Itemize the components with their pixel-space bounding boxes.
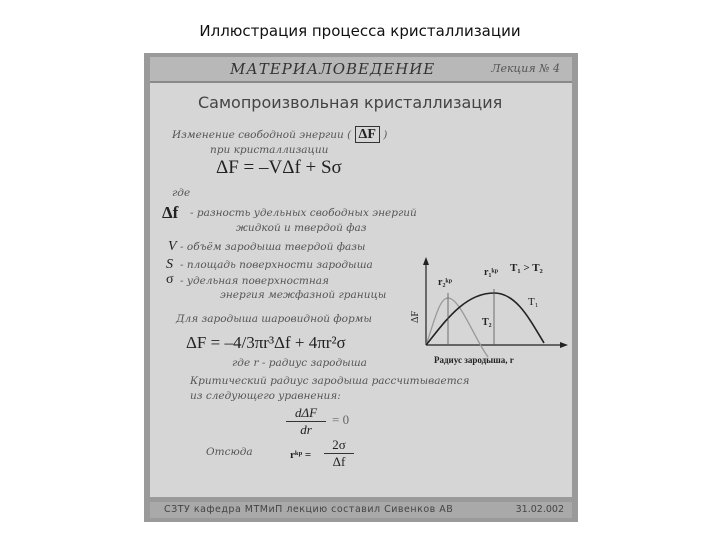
y-axis-arrow	[423, 257, 429, 265]
deriv-den: dr	[300, 422, 312, 437]
deriv-num: dΔF	[286, 405, 326, 422]
intro-paren: )	[383, 129, 388, 141]
def-text-1: - разность удельных свободных энергий	[190, 207, 417, 219]
def-text-5: - удельная поверхностная	[180, 275, 329, 287]
slide-title: Иллюстрация процесса кристаллизации	[199, 22, 521, 40]
delta-f-box: ΔF	[355, 126, 380, 143]
footer-text: СЗТУ кафедра МТМиП лекцию составил Сивенков АВ	[164, 504, 454, 515]
def-text-6: энергия межфазной границы	[220, 289, 387, 301]
def-sym-3: V	[168, 239, 177, 254]
footer-bar	[150, 502, 572, 518]
graph-xlabel: Радиус зародыша, r	[434, 355, 514, 365]
def-text-2: жидкой и твердой фаз	[236, 222, 367, 234]
rcrit-fraction	[324, 437, 354, 470]
crit-line1: Критический радиус зародыша рассчитывается	[190, 375, 470, 387]
x-axis-arrow	[560, 342, 568, 348]
header-bar	[150, 57, 572, 83]
rcrit-lhs: rᵏᵖ =	[290, 449, 312, 461]
def-text-3: - объём зародыша твердой фазы	[180, 241, 366, 253]
where-radius: где r - радиус зародыша	[232, 357, 367, 369]
free-energy-graph	[404, 253, 568, 369]
curve-t2	[426, 298, 488, 357]
crit-line2: из следующего уравнения:	[190, 390, 341, 402]
def-sym-4: S	[166, 257, 173, 272]
formula-sphere: ΔF = –4/3πr³Δf + 4πr²σ	[186, 333, 346, 352]
sphere-note: Для зародыша шаровидной формы	[176, 313, 372, 325]
def-text-4: - площадь поверхности зародыша	[180, 259, 373, 271]
def-sym-5: σ	[166, 272, 174, 287]
rcrit-den: Δf	[332, 454, 346, 469]
graph-condition: T₁ > T₂	[510, 262, 543, 274]
graph-r2-label: r₂ᵏᵖ	[438, 277, 453, 288]
graph-ylabel: ΔF	[410, 311, 421, 323]
deriv-rhs: = 0	[332, 412, 350, 427]
intro-line2: при кристаллизации	[210, 144, 329, 156]
derivative-eq	[286, 405, 350, 438]
graph-r1-label: r₁ᵏᵖ	[484, 267, 499, 278]
def-sym-1: Δf	[162, 203, 179, 222]
formula-free-energy: ΔF = –VΔf + Sσ	[216, 157, 342, 178]
footer-date: 31.02.002	[515, 504, 564, 515]
hence-label: Отсюда	[206, 446, 253, 458]
scanned-slide	[144, 53, 578, 522]
rcrit-num: 2σ	[324, 437, 354, 454]
intro-text: Изменение свободной энергии (	[172, 129, 352, 141]
lecture-number: Лекция № 4	[491, 62, 560, 75]
graph-t1-label: T₁	[528, 296, 539, 308]
graph-t2-label: T₂	[482, 317, 492, 328]
intro-line1	[172, 127, 387, 143]
section-title: Самопроизвольная кристаллизация	[198, 93, 503, 112]
where-label: где	[172, 187, 191, 199]
header-title: МАТЕРИАЛОВЕДЕНИЕ	[230, 60, 436, 78]
slide-panel	[150, 57, 572, 497]
